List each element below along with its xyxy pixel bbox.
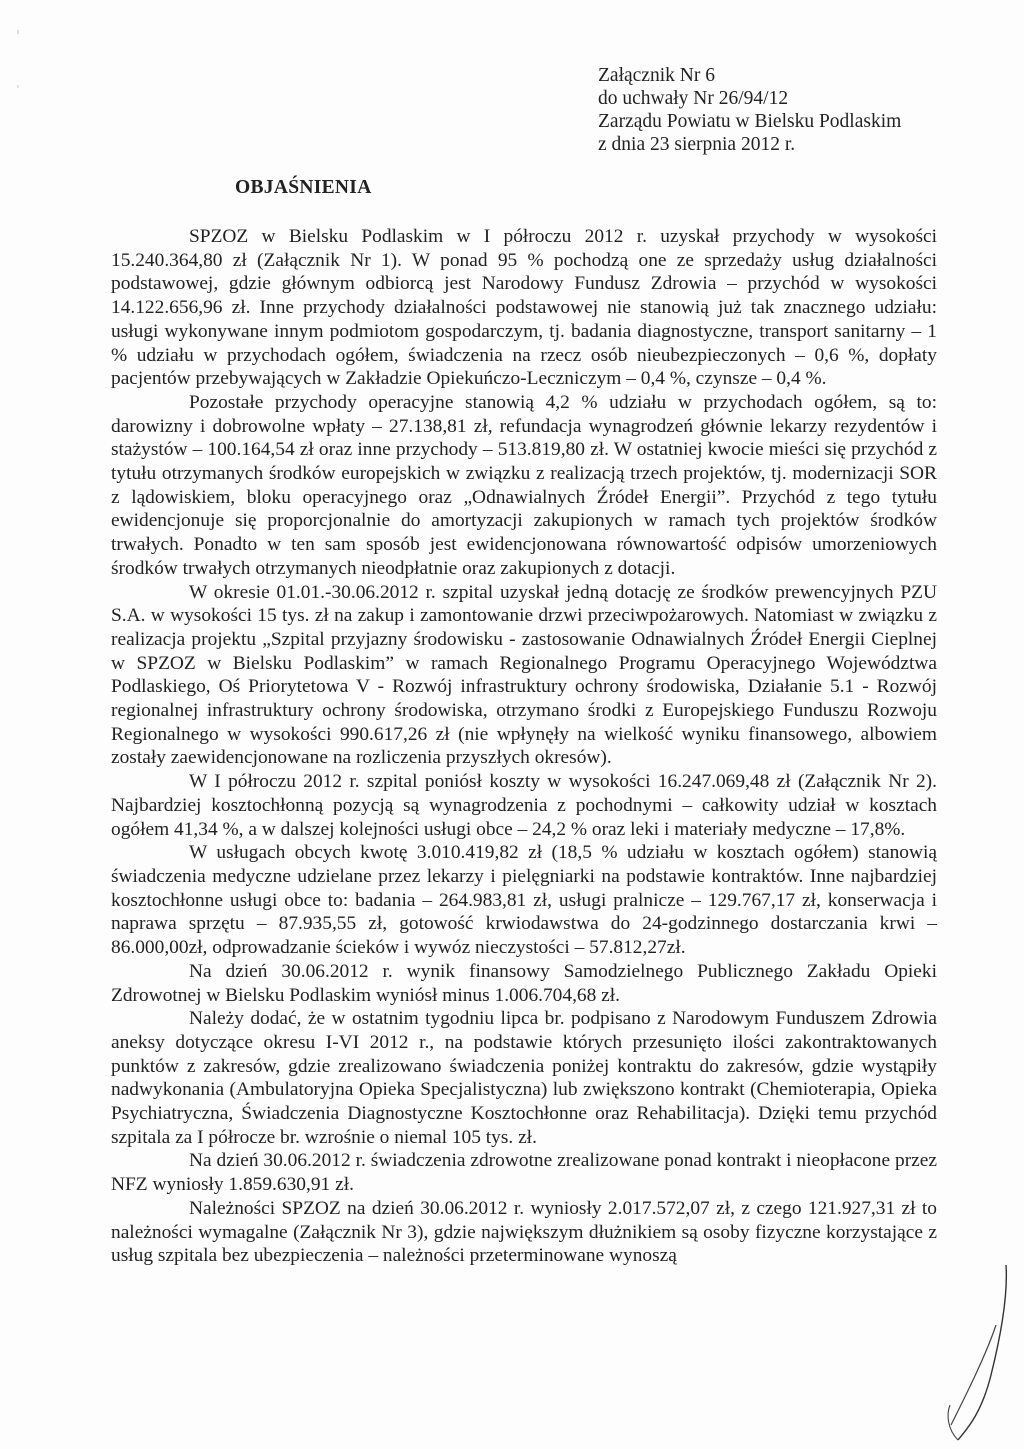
paragraph-costs: W I półroczu 2012 r. szpital poniósł koszty w wysokości 16.247.069,48 zł (Załącznik Nr 2). Najbardziej kosztochłonną pozycją są wynagrodzenia z pochodnymi – całkowity udział w kosztach ogółem 41,34 %, a w dalszej kolejności usługi obce – 24,2 % oraz leki i materiały medyczne – 17,8%.: [111, 771, 937, 840]
resolution-reference: do uchwały Nr 26/94/12: [598, 88, 789, 109]
paragraph-revenue: SPZOZ w Bielsku Podlaskim w I półroczu 2012 r. uzyskał przychody w wysokości 15.240.364,80 zł (Załącznik Nr 1). W ponad 95 % pochodzą one ze sprzedaży usług działalności podstawowej, gdzie głównym odbiorcą jest Narodowy Fundusz Zdrowia – przychód w wysokości 14.122.656,96 zł. Inne przychody działalności podstawowej nie stanowią już tak znacznego udziału: usługi wykonywane innym podmiotom gospodarczym, tj. badania diagnostyczne, transport sanitarny – 1 % udziału w przychodach ogółem, świadczenia na rzecz osób nieubezpieczonych – 0,6 %, dopłaty pacjentów przebywających w Zakładzie Opiekuńczo-Leczniczym – 0,4 %, czynsze – 0,4 %.: [111, 226, 937, 390]
document-body: [111, 225, 937, 1268]
document-title: OBJAŚNIENIA: [235, 177, 372, 198]
paragraph-subsidies: W okresie 01.01.-30.06.2012 r. szpital uzyskał jedną dotację ze środków prewencyjnych PZU S.A. w wysokości 15 tys. zł na zakup i zamontowanie drzwi przeciwpożarowych. Natomiast w związku z realizacja projektu „Szpital przyjazny środowisku - zastosowanie Odnawialnych Źródeł Energii Cieplnej w SPZOZ w Bielsku Podlaskim” w ramach Regionalnego Programu Operacyjnego Województwa Podlaskiego, Oś Priorytetowa V - Rozwój infrastruktury ochrony środowiska, Działanie 5.1 - Rozwój regionalnej infrastruktury ochrony środowiska, otrzymano środki z Europejskiego Funduszu Rozwoju Regionalnego w wysokości 990.617,26 zł (nie wpłynęły na wielkość wyniku finansowego, albowiem zostały zaewidencjonowane na rozliczenia przyszłych okresów).: [111, 581, 937, 769]
paragraph-nfz-annexes: Należy dodać, że w ostatnim tygodniu lipca br. podpisano z Narodowym Funduszem Zdrowia aneksy dotyczące okresu I-VI 2012 r., na podstawie których przesunięto ilości zakontraktowanych punktów z zakresów, gdzie zrealizowano świadczenia poniżej kontraktu do zakresów, gdzie wystąpiły nadwykonania (Ambulatoryjna Opieka Specjalistyczna) lub zwiększono kontrakt (Chemioterapia, Opieka Psychiatryczna, Świadczenia Diagnostyczne Kosztochłonne oraz Rehabilitacja). Dzięki temu przychód szpitala za I półrocze br. wzrośnie o niemal 105 tys. zł.: [111, 1008, 937, 1148]
attachment-header: [598, 64, 901, 156]
attachment-number: Załącznik Nr 6: [598, 65, 715, 86]
paragraph-over-contract: Na dzień 30.06.2012 r. świadczenia zdrowotne zrealizowane ponad kontrakt i nieopłacone przez NFZ wyniosły 1.859.630,91 zł.: [111, 1150, 937, 1196]
paragraph-external-services: W usługach obcych kwotę 3.010.419,82 zł (18,5 % udziału w kosztach ogółem) stanowią świadczenia medyczne udzielane przez lekarzy i pielęgniarki na podstawie kontraktów. Inne najbardziej kosztochłonne usługi obce to: badania – 264.983,81 zł, usługi pralnicze – 129.767,17 zł, konserwacja i naprawa sprzętu – 87.935,55 zł, gotowość krwiodawstwa do 24-godzinnego dostarczania krwi – 86.000,00zł, odprowadzanie ścieków i wywóz nieczystości – 57.812,27zł.: [111, 842, 937, 959]
resolution-date: z dnia 23 sierpnia 2012 r.: [598, 134, 796, 155]
issuing-body: Zarządu Powiatu w Bielsku Podlaskim: [598, 111, 902, 132]
paragraph-other-revenue: Pozostałe przychody operacyjne stanowią 4,2 % udziału w przychodach ogółem, są to: darowizny i dobrowolne wpłaty – 27.138,81 zł, refundacja wynagrodzeń głównie lekarzy rezydentów i stażystów – 100.164,54 zł oraz inne przychody – 513.819,80 zł. W ostatniej kwocie mieści się przychód z tytułu otrzymanych środków europejskich w związku z realizacją trzech projektów, tj. modernizacji SOR z lądowiskiem, bloku operacyjnego oraz „Odnawialnych Źródeł Energii”. Przychód z tego tytułu ewidencjonuje się proporcjonalnie do amortyzacji zakupionych w ramach tych projektów środków trwałych. Ponadto w ten sam sposób jest ewidencjonowana równowartość odpisów umorzeniowych środków trwałych otrzymanych nieodpłatnie oraz zakupionych z dotacji.: [111, 391, 937, 579]
handwritten-signature: [936, 1255, 1016, 1445]
paragraph-receivables: Należności SPZOZ na dzień 30.06.2012 r. wyniosły 2.017.572,07 zł, z czego 121.927,31 zł to należności wymagalne (Załącznik Nr 3), gdzie największym dłużnikiem są osoby fizyczne korzystające z usług szpitala bez ubezpieczenia – należności przeterminowane wynoszą: [111, 1197, 937, 1267]
paragraph-financial-result: Na dzień 30.06.2012 r. wynik finansowy Samodzielnego Publicznego Zakładu Opieki Zdrowotnej w Bielsku Podlaskim wyniósł minus 1.006.704,68 zł.: [111, 960, 937, 1006]
